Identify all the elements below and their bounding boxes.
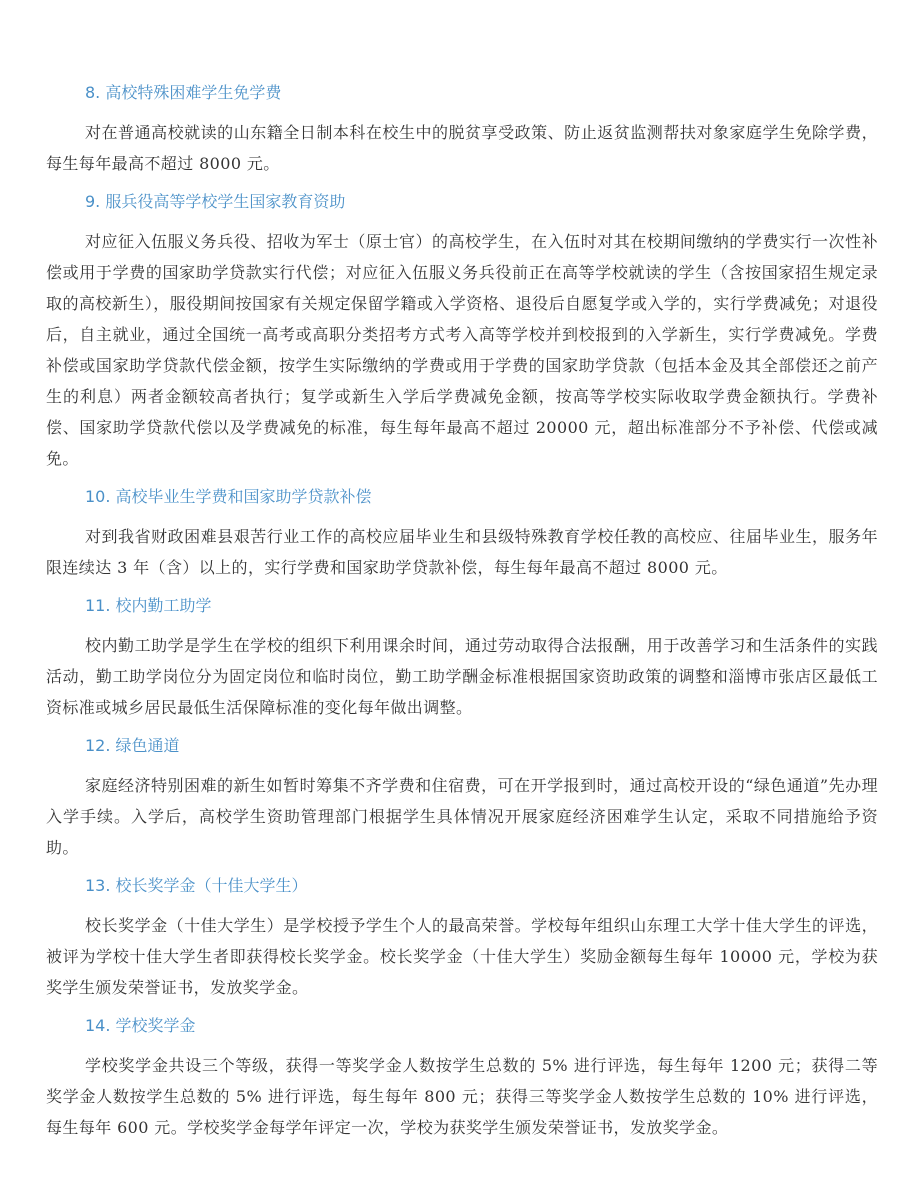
section-paragraph: 对在普通高校就读的山东籍全日制本科在校生中的脱贫享受政策、防止返贫监测帮扶对象家庭学生免除学费，每生每年最高不超过 8000 元。 xyxy=(46,123,878,173)
section-10 xyxy=(46,482,878,583)
section-heading: 14. 学校奖学金 xyxy=(85,1016,196,1035)
document-page xyxy=(46,78,878,1151)
section-heading: 13. 校长奖学金（十佳大学生） xyxy=(85,876,308,895)
section-heading: 11. 校内勤工助学 xyxy=(85,596,212,615)
section-9 xyxy=(46,187,878,474)
section-13 xyxy=(46,871,878,1003)
section-11 xyxy=(46,591,878,723)
section-paragraph: 校长奖学金（十佳大学生）是学校授予学生个人的最高荣誉。学校每年组织山东理工大学十佳大学生的评选，被评为学校十佳大学生者即获得校长奖学金。校长奖学金（十佳大学生）奖励金额每生每年 10000 元，学校为获奖学生颁发荣誉证书，发放奖学金。 xyxy=(46,916,878,997)
section-paragraph: 对应征入伍服义务兵役、招收为军士（原士官）的高校学生，在入伍时对其在校期间缴纳的学费实行一次性补偿或用于学费的国家助学贷款实行代偿；对应征入伍服义务兵役前正在高等学校就读的学生（含按国家招生规定录取的高校新生），服役期间按国家有关规定保留学籍或入学资格、退役后自愿复学或入学的，实行学费减免；对退役后，自主就业，通过全国统一高考或高职分类招考方式考入高等学校并到校报到的入学新生，实行学费减免。学费补偿或国家助学贷款代偿金额，按学生实际缴纳的学费或用于学费的国家助学贷款（包括本金及其全部偿还之前产生的利息）两者金额较高者执行；复学或新生入学后学费减免金额，按高等学校实际收取学费金额执行。学费补偿、国家助学贷款代偿以及学费减免的标准，每生每年最高不超过 20000 元，超出标准部分不予补偿、代偿或减免。 xyxy=(46,232,878,468)
section-paragraph: 校内勤工助学是学生在学校的组织下利用课余时间，通过劳动取得合法报酬，用于改善学习和生活条件的实践活动，勤工助学岗位分为固定岗位和临时岗位，勤工助学酬金标准根据国家资助政策的调整和淄博市张店区最低工资标准或城乡居民最低生活保障标准的变化每年做出调整。 xyxy=(46,636,878,717)
section-8 xyxy=(46,78,878,179)
section-12 xyxy=(46,731,878,863)
section-14 xyxy=(46,1011,878,1143)
section-paragraph: 学校奖学金共设三个等级，获得一等奖学金人数按学生总数的 5% 进行评选，每生每年 1200 元；获得二等奖学金人数按学生总数的 5% 进行评选，每生每年 800 元；获得三等奖学金人数按学生总数的 10% 进行评选，每生每年 600 元。学校奖学金每学年评定一次，学校为获奖学生颁发荣誉证书，发放奖学金。 xyxy=(46,1056,878,1137)
section-heading: 12. 绿色通道 xyxy=(85,736,180,755)
section-heading: 9. 服兵役高等学校学生国家教育资助 xyxy=(85,192,346,211)
section-heading: 8. 高校特殊困难学生免学费 xyxy=(85,83,282,102)
section-paragraph: 家庭经济特别困难的新生如暂时筹集不齐学费和住宿费，可在开学报到时，通过高校开设的“绿色通道”先办理入学手续。入学后，高校学生资助管理部门根据学生具体情况开展家庭经济困难学生认定，采取不同措施给予资助。 xyxy=(46,776,878,857)
section-heading: 10. 高校毕业生学费和国家助学贷款补偿 xyxy=(85,487,372,506)
section-paragraph: 对到我省财政困难县艰苦行业工作的高校应届毕业生和县级特殊教育学校任教的高校应、往届毕业生，服务年限连续达 3 年（含）以上的，实行学费和国家助学贷款补偿，每生每年最高不超过 8000 元。 xyxy=(46,527,878,577)
